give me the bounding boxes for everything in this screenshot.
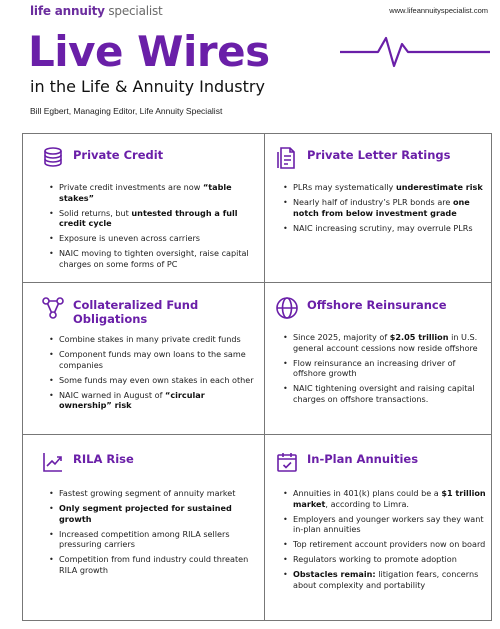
bullet-item xyxy=(283,223,488,234)
bullet-text: Increased competition among RILA sellers pressuring carriers xyxy=(59,528,230,549)
bullet-text: , according to Limra. xyxy=(325,498,409,509)
bullet-text: Annuities in 401(k) plans could be a xyxy=(293,488,442,498)
bullet-emphasis: Obstacles remain: xyxy=(293,569,376,579)
bullet-item xyxy=(283,332,488,353)
calendar-check-icon xyxy=(275,450,299,474)
bullet-emphasis: “circular ownership” risk xyxy=(59,389,205,410)
grid-divider-row-2 xyxy=(23,434,491,435)
bullet-text: Combine stakes in many private credit funds xyxy=(59,334,241,344)
bullet-item xyxy=(49,390,254,411)
bullet-text: Regulators working to promote adoption xyxy=(293,554,457,564)
grid-divider-row-1 xyxy=(23,282,491,283)
bullet-emphasis: untested through a full credit cycle xyxy=(59,207,238,228)
bullet-emphasis: Only segment projected for sustained growth xyxy=(59,503,232,524)
top-bar xyxy=(0,0,500,22)
site-url[interactable]: www.lifeannuityspecialist.com xyxy=(389,6,488,15)
bullet-item xyxy=(49,503,254,524)
bullet-text: NAIC moving to tighten oversight, raise capital charges on some forms of PC xyxy=(59,248,249,269)
card-title: In-Plan Annuities xyxy=(307,452,419,466)
bullet-item xyxy=(283,488,488,509)
bullet-item xyxy=(283,383,488,404)
card-title: Collateralized Fund Obligations xyxy=(73,298,199,326)
bullet-item xyxy=(49,233,254,244)
coins-stack-icon xyxy=(41,146,65,170)
grid-divider-vertical xyxy=(264,134,265,620)
bullet-emphasis: $1 trillion market xyxy=(293,488,486,509)
bullet-text: NAIC tightening oversight and raising capital charges on offshore transactions. xyxy=(293,383,475,404)
bullet-text: Nearly half of industry’s PLR bonds are xyxy=(293,197,453,207)
card-title: Private Letter Ratings xyxy=(307,148,451,162)
bullet-text: Competition from fund industry could threaten RILA growth xyxy=(59,554,249,575)
bullet-item xyxy=(283,569,488,590)
bullet-item xyxy=(49,182,254,203)
bullet-list xyxy=(49,182,254,274)
document-rating-icon xyxy=(275,146,299,170)
bullet-list xyxy=(283,332,488,409)
bullet-item xyxy=(283,358,488,379)
bullet-item xyxy=(49,375,254,386)
bullet-text: Since 2025, majority of xyxy=(293,332,390,342)
card-title: RILA Rise xyxy=(73,452,134,466)
bullet-text: Top retirement account providers now on board xyxy=(293,539,486,549)
bullet-item xyxy=(49,334,254,345)
bullet-emphasis: “table stakes” xyxy=(59,182,232,203)
bullet-emphasis: underestimate risk xyxy=(395,182,483,192)
bullet-text: PLRs may systematically xyxy=(293,182,396,192)
bullet-text: Flow reinsurance an increasing driver of offshore growth xyxy=(293,357,456,378)
bullet-item xyxy=(49,349,254,370)
topics-grid xyxy=(22,133,492,621)
bullet-text: in U.S. general account cessions now reside offshore xyxy=(293,332,478,353)
bullet-item xyxy=(283,554,488,565)
bullet-list xyxy=(283,182,488,238)
bullet-text: Solid returns, but xyxy=(59,207,132,218)
heartbeat-line-icon xyxy=(340,34,490,70)
bullet-item xyxy=(49,248,254,269)
bullet-text: Fastest growing segment of annuity market xyxy=(59,488,236,498)
bullet-text: Exposure is uneven across carriers xyxy=(59,233,201,243)
card-title: Private Credit xyxy=(73,148,164,162)
bullet-item xyxy=(283,514,488,535)
bullet-list xyxy=(49,488,254,580)
bullet-item xyxy=(49,529,254,550)
bullet-item xyxy=(49,208,254,229)
bullet-item xyxy=(49,554,254,575)
bullet-text: Private credit investments are now xyxy=(59,182,203,192)
rising-chart-icon xyxy=(41,450,65,474)
bullet-text: NAIC increasing scrutiny, may overrule PLRs xyxy=(293,222,473,233)
bullet-emphasis: one notch from below investment grade xyxy=(293,197,470,218)
bullet-text: Component funds may own loans to the same companies xyxy=(59,349,246,370)
bullet-item xyxy=(283,539,488,550)
network-nodes-icon xyxy=(41,296,65,320)
bullet-text: Some funds may even own stakes in each other xyxy=(59,374,254,385)
page-title: Live Wires xyxy=(28,27,270,76)
card-title: Offshore Reinsurance xyxy=(307,298,447,312)
bullet-item xyxy=(283,197,488,218)
bullet-item xyxy=(283,182,488,193)
bullet-text: NAIC warned in August of xyxy=(59,389,166,400)
bullet-list xyxy=(49,334,254,415)
brand-logo[interactable] xyxy=(30,4,163,18)
globe-icon xyxy=(275,296,299,320)
bullet-list xyxy=(283,488,488,595)
byline: Bill Egbert, Managing Editor, Life Annuity Specialist xyxy=(30,106,223,116)
bullet-emphasis: $2.05 trillion xyxy=(389,332,449,342)
bullet-text: Employers and younger workers say they want in-plan annuities xyxy=(293,513,484,534)
page-subtitle: in the Life & Annuity Industry xyxy=(30,77,265,96)
brand-main: life annuity xyxy=(30,4,105,18)
bullet-text: litigation fears, concerns about complexity and portability xyxy=(293,569,479,590)
brand-light: specialist xyxy=(104,4,163,18)
bullet-item xyxy=(49,488,254,499)
